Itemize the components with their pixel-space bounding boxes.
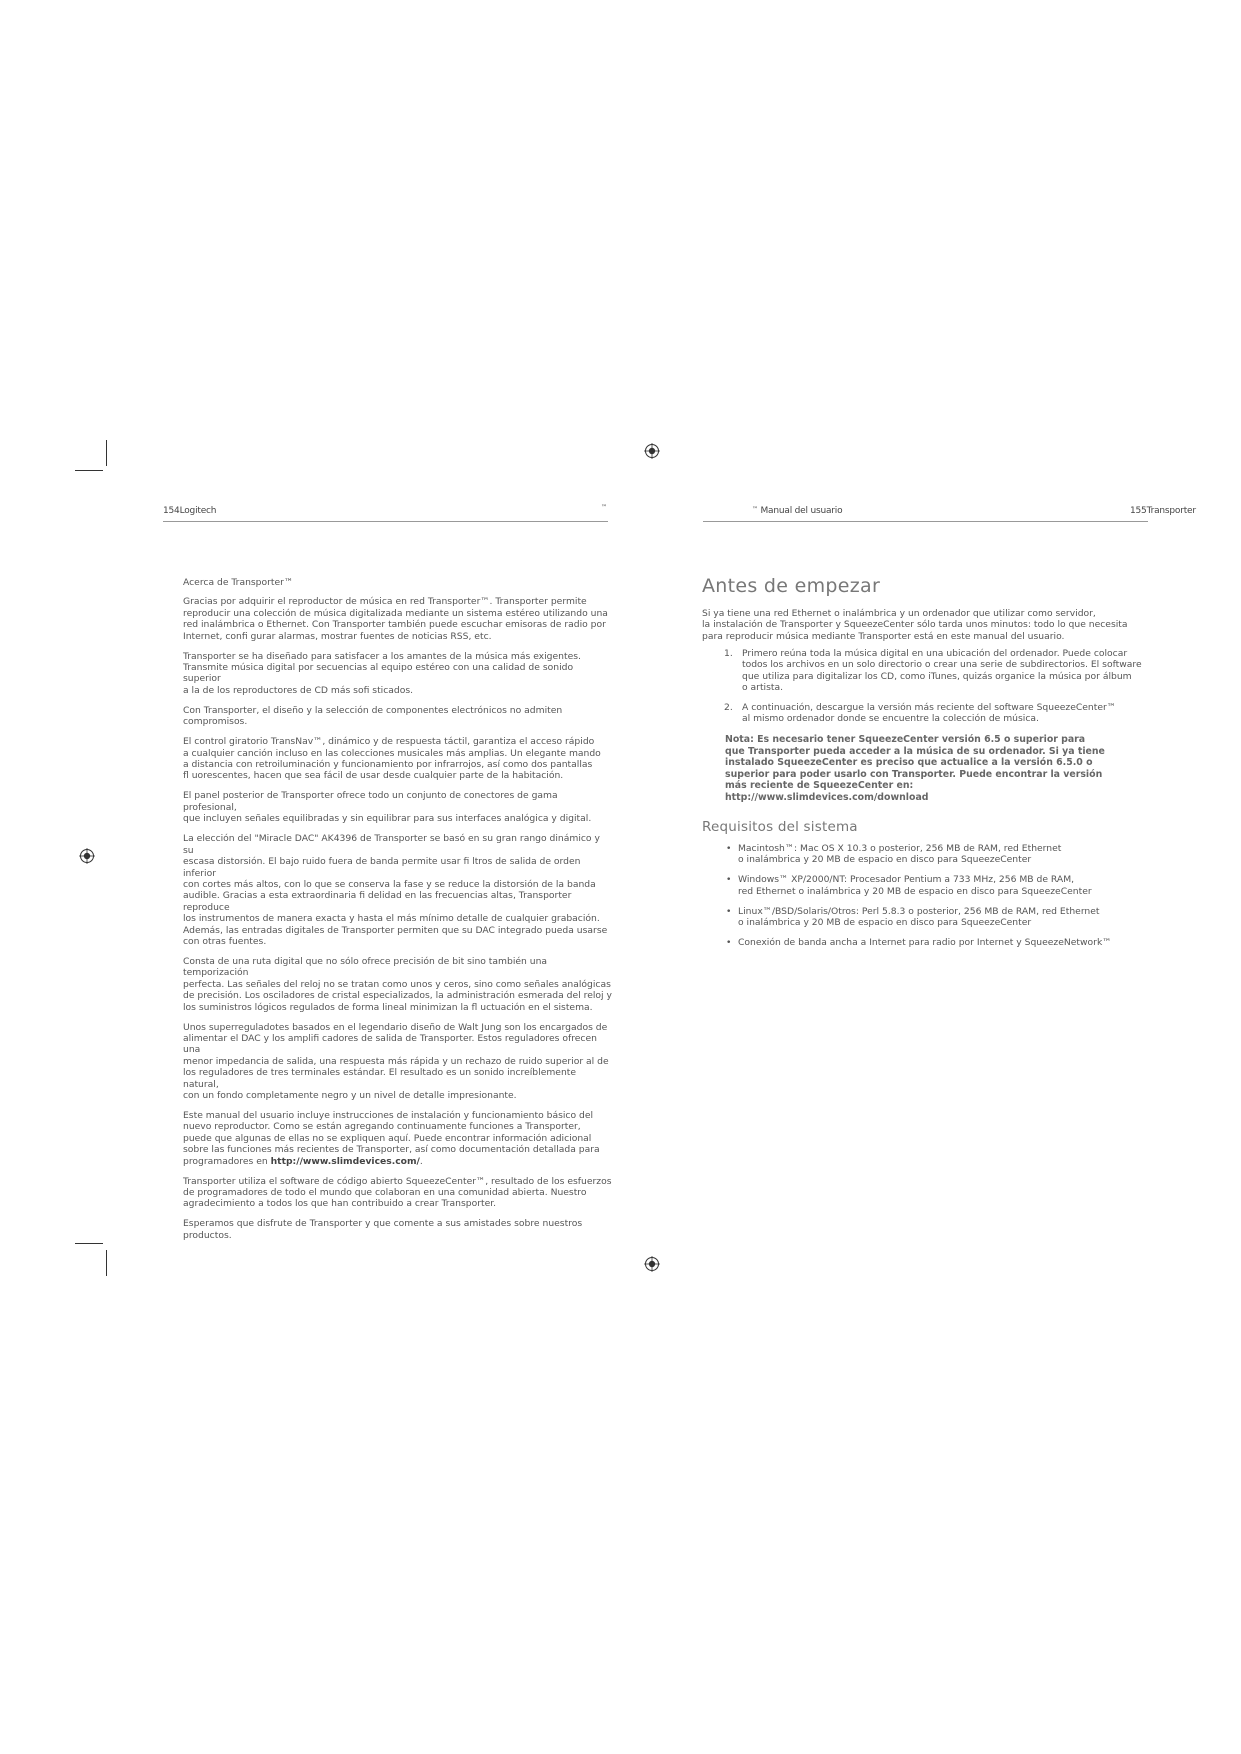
slimdevices-link[interactable]: http://www.slimdevices.com/: [270, 1155, 420, 1167]
registration-mark-bottom-icon: [644, 1256, 660, 1272]
list-item: [724, 702, 1144, 725]
step-text: Primero reúna toda la música digital en una ubicación del ordenador. Puede colocar todos los archivos en un solo directorio o crear una serie de subdirectorios. El software que utiliza para digitalizar los CD, como iTunes, quizás organice la música por álbum o artista.: [742, 648, 1142, 694]
left-header-rule: [163, 521, 608, 522]
requirement-text: Windows™ XP/2000/NT: Procesador Pentium a 733 MHz, 256 MB de RAM, red Ethernet o inalámbrica y 20 MB de espacio en disco para SqueezeCenter: [738, 874, 1092, 897]
link-suffix: .: [419, 1155, 423, 1167]
right-header-rule: [703, 521, 1148, 522]
registration-mark-left-icon: [79, 848, 95, 864]
paragraph-7: Consta de una ruta digital que no sólo ofrece precisión de bit sino también una temporización perfecta. Las señales del reloj no se tratan como unos y ceros, sino como señales analógicas de precisión. Los osciladores de cristal especializados, la administración esmerada del reloj y los suministros lógicos regulados de forma lineal minimizan la fl uctuación en el sistema.: [183, 955, 612, 1013]
right-page-header: [1130, 506, 1196, 516]
steps-list: [724, 648, 1144, 732]
step-text: A continuación, descargue la versión más reciente del software SqueezeCenter™ al mismo ordenador donde se encuentre la colección de música.: [742, 701, 1116, 725]
registration-mark-top-icon: [644, 443, 660, 459]
paragraph-10: Transporter utiliza el software de código abierto SqueezeCenter™, resultado de los esfuerzos de programadores de todo el mundo que colaboran en una comunidad abierta. Nuestro agradecimiento a todos los que han contribuido a crear Transporter.: [183, 1175, 612, 1210]
right-page-number: 155: [1130, 506, 1147, 516]
list-item: [726, 874, 1146, 897]
left-page-brand: Logitech: [179, 506, 217, 516]
bullet-icon: •: [726, 874, 732, 886]
requirement-text: Conexión de banda ancha a Internet para radio por Internet y SqueezeNetwork™: [738, 936, 1112, 948]
bullet-icon: •: [726, 936, 732, 948]
list-item: [724, 648, 1144, 694]
requirement-text: Macintosh™: Mac OS X 10.3 o posterior, 256 MB de RAM, red Ethernet o inalámbrica y 20 MB de espacio en disco para SqueezeCenter: [738, 843, 1062, 866]
bullet-icon: •: [726, 905, 732, 917]
paragraph-6: La elección del "Miracle DAC" AK4396 de Transporter se basó en su gran rango dinámico y su escasa distorsión. El bajo ruido fuera de banda permite usar fi ltros de salida de orden inferior con cortes más altos, con lo que se conserva la fase y se reduce la distorsión de la banda audible. Gracias a esta extraordinaria fi delidad en las frecuencias altas, Transporter reproduce los instrumentos de manera exacta y hasta el más mínimo detalle de cualquier grabación. Además, las entradas digitales de Transporter permiten que su DAC integrado pueda usarse con otras fuentes.: [183, 833, 608, 947]
intro-text: Si ya tiene una red Ethernet o inalámbrica y un ordenador que utilizar como servidor, la instalación de Transporter y SqueezeCenter sólo tarda unos minutos: todo lo que necesita para reproducir música mediante Transporter está en este manual del usuario.: [702, 608, 1128, 642]
paragraph-2: Transporter se ha diseñado para satisfacer a los amantes de la música más exigentes. Transmite música digital por secuencias al equipo estéreo con una calidad de sonido superior a la de los reproductores de CD más sofi sticados.: [183, 650, 581, 696]
right-header-manual-label: Manual del usuario: [760, 506, 843, 516]
left-page-header: [163, 506, 216, 516]
left-page-body: [183, 577, 613, 1250]
heading-requisitos: Requisitos del sistema: [702, 819, 858, 835]
crop-mark-bottom-left-h: [75, 1243, 103, 1244]
right-header-tm: ™: [752, 506, 758, 513]
paragraph-3: Con Transporter, el diseño y la selección de componentes electrónicos no admiten compromisos.: [183, 704, 563, 728]
step-number: 1.: [724, 648, 733, 659]
bullet-icon: •: [726, 843, 732, 854]
requirements-list: [726, 843, 1146, 957]
step-number: 2.: [724, 701, 733, 713]
intro-paragraph: [702, 608, 1142, 642]
paragraph-11: Esperamos que disfrute de Transporter y que comente a sus amistades sobre nuestros productos.: [183, 1218, 583, 1241]
heading-antes-de-empezar: Antes de empezar: [702, 575, 881, 597]
list-item: [726, 937, 1146, 948]
right-header-manual: [752, 506, 842, 516]
paragraph-9-text: Este manual del usuario incluye instrucciones de instalación y funcionamiento básico del nuevo reproductor. Como se están agregando continuamente funciones a Transporter, puede que algunas de ellas no se expliquen aquí. Puede encontrar información adicional sobre las funciones más recientes de Transporter, así como documentación detallada para programadores en: [183, 1110, 600, 1167]
paragraph-4: El control giratorio TransNav™, dinámico y de respuesta táctil, garantiza el acceso rápido a cualquier canción incluso en las colecciones musicales más amplias. Un elegante mando a distancia con retroiluminación y funcionamiento por infrarrojos, así como dos pantallas fl uorescentes, hacen que sea fácil de usar desde cualquier parte de la habitación.: [183, 736, 601, 782]
crop-mark-top-left-h: [75, 470, 103, 471]
requirement-text: Linux™/BSD/Solaris/Otros: Perl 5.8.3 o posterior, 256 MB de RAM, red Ethernet o inalámbrica y 20 MB de espacio en disco para SqueezeCenter: [738, 905, 1100, 929]
paragraph-8: Unos superreguladotes basados en el legendario diseño de Walt Jung son los encargados de alimentar el DAC y los amplifi cadores de salida de Transporter. Estos reguladores ofrecen una menor impedancia de salida, una respuesta más rápida y un rechazo de ruido superior al de los reguladores de tres terminales estándar. El resultado es un sonido increíblemente natural, con un fondo completamente negro y un nivel de detalle impresionante.: [183, 1021, 609, 1101]
left-header-tm: ™: [601, 504, 607, 511]
left-page-number: 154: [163, 506, 180, 516]
paragraph-5: El panel posterior de Transporter ofrece todo un conjunto de conectores de gama profesional, que incluyen señales equilibradas y sin equilibrar para sus interfaces analógica y digital.: [183, 790, 592, 825]
crop-mark-top-left-v: [106, 440, 107, 466]
list-item: [726, 843, 1146, 866]
crop-mark-bottom-left-v: [106, 1250, 107, 1276]
section-title-acerca: Acerca de Transporter™: [183, 577, 294, 588]
version-note: Nota: Es necesario tener SqueezeCenter versión 6.5 o superior para que Transporter pueda acceder a la música de su ordenador. Si ya tiene instalado SqueezeCenter es preciso que actualice a la versión 6.5.0 o superior para poder usarlo con Transporter. Puede encontrar la versión más reciente de SqueezeCenter en: http://www.slimdevices.com/download: [725, 734, 1105, 803]
list-item: [726, 906, 1146, 929]
paragraph-9: [183, 1110, 613, 1167]
paragraph-1: Gracias por adquirir el reproductor de música en red Transporter™. Transporter permite reproducir una colección de música digitalizada mediante un sistema estéreo utilizando una red inalámbrica o Ethernet. Con Transporter también puede escuchar emisoras de radio por Internet, confi gurar alarmas, mostrar fuentes de noticias RSS, etc.: [183, 596, 608, 642]
right-page-product: Transporter: [1146, 506, 1196, 516]
